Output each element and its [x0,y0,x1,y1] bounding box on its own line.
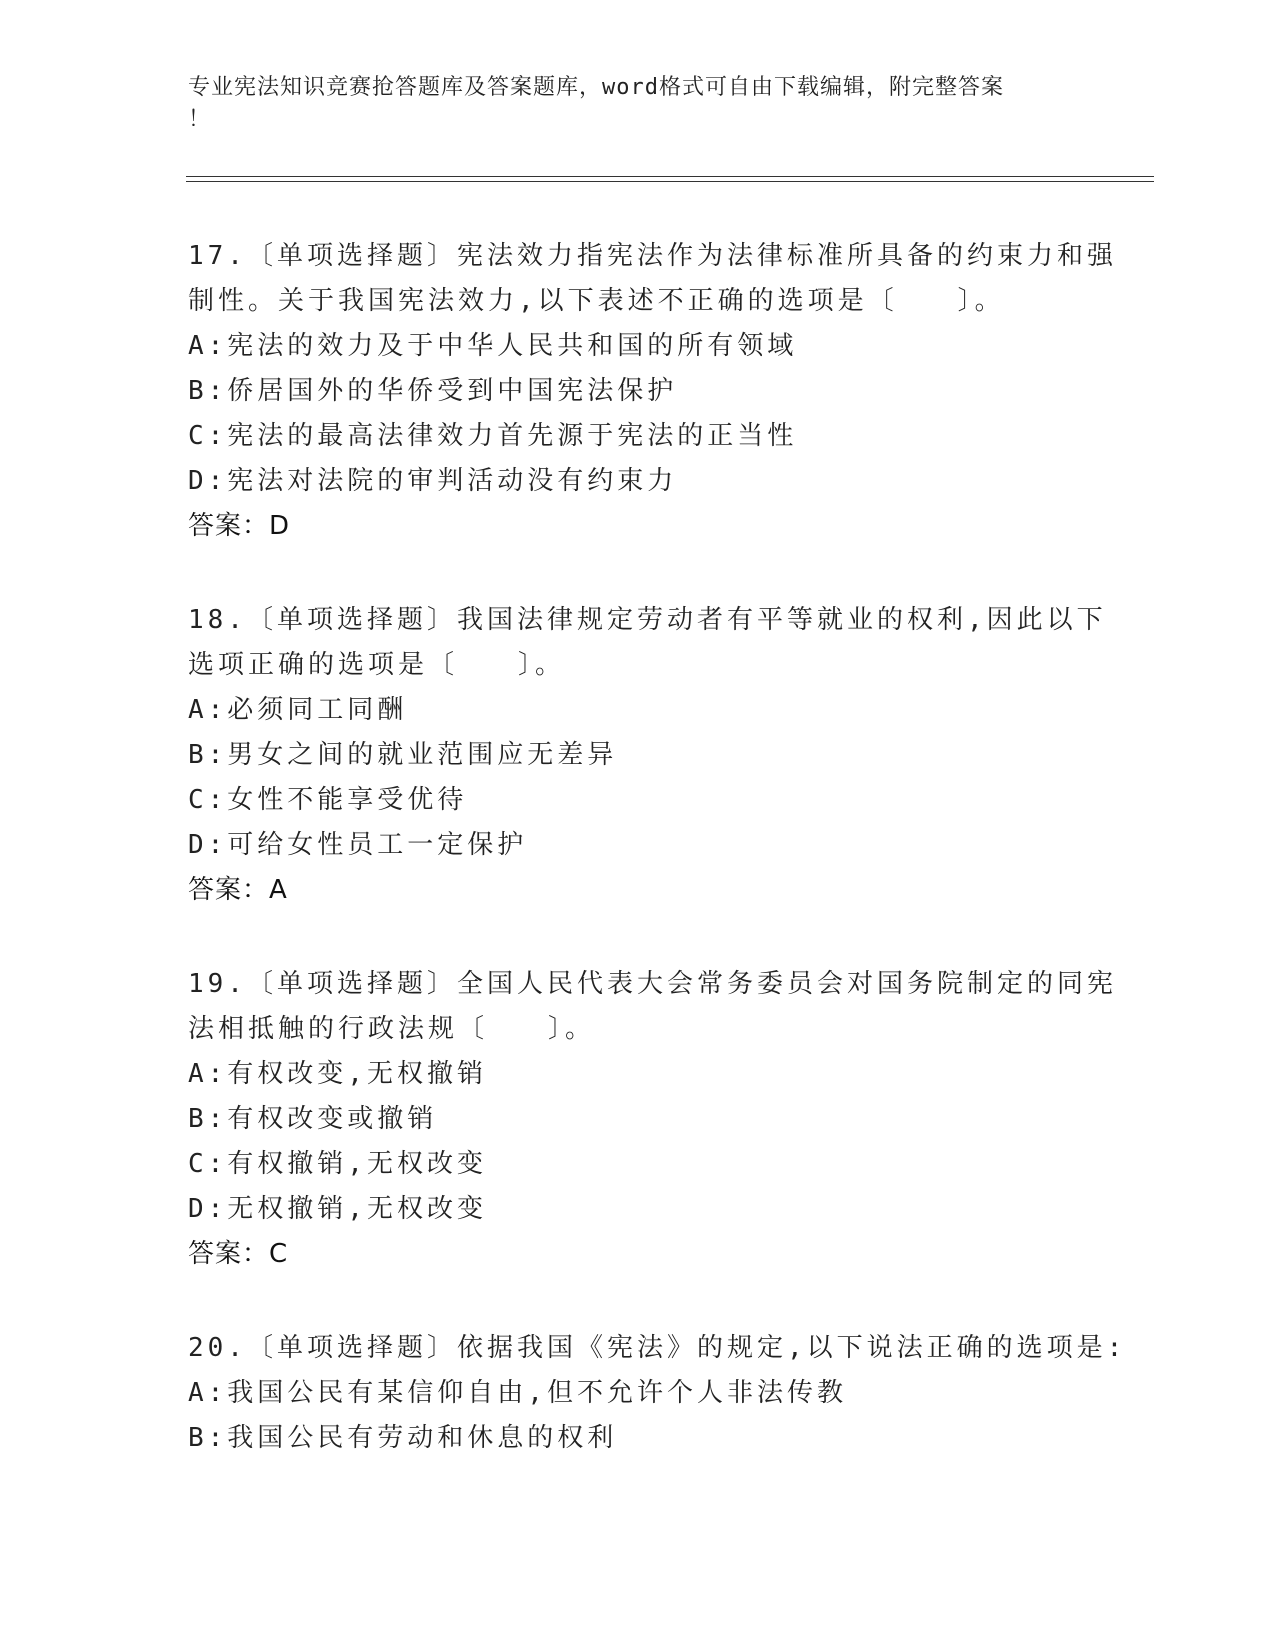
option-c: C:宪法的最高法律效力首先源于宪法的正当性 [188,421,798,451]
option-b: B:侨居国外的华侨受到中国宪法保护 [188,376,678,406]
question-stem-continued: 制性。关于我国宪法效力,以下表述不正确的选项是〔 〕。 [188,286,1005,316]
question-stem-continued: 法相抵触的行政法规〔 〕。 [188,1014,596,1044]
header-divider-top [186,176,1154,177]
option-a: A:宪法的效力及于中华人民共和国的所有领域 [188,331,798,361]
option-b: B:男女之间的就业范围应无差异 [188,740,618,770]
option-a: A:必须同工同酬 [188,695,408,725]
question-stem: 17.〔单项选择题〕宪法效力指宪法作为法律标准所具备的约束力和强 [188,241,1117,271]
option-c: C:有权撤销,无权改变 [188,1149,487,1179]
option-b: B:我国公民有劳动和休息的权利 [188,1423,618,1453]
document-header [188,72,1088,136]
header-title-continued: ！ [188,107,212,132]
option-b: B:有权改变或撤销 [188,1104,438,1134]
option-d: D:可给女性员工一定保护 [188,830,528,860]
header-title: 专业宪法知识竞赛抢答题库及答案题库，word格式可自由下载编辑，附完整答案 [188,75,1004,100]
option-a: A:我国公民有某信仰自由,但不允许个人非法传教 [188,1378,847,1408]
question-stem: 20.〔单项选择题〕依据我国《宪法》的规定,以下说法正确的选项是: [188,1333,1127,1363]
answer-line: 答案：C [188,1239,289,1269]
answer-line: 答案：D [188,511,291,541]
option-d: D:无权撤销,无权改变 [188,1194,487,1224]
question-stem-continued: 选项正确的选项是〔 〕。 [188,650,566,680]
question-stem: 18.〔单项选择题〕我国法律规定劳动者有平等就业的权利,因此以下 [188,605,1107,635]
header-divider-bottom [186,181,1154,182]
option-c: C:女性不能享受优待 [188,785,468,815]
question-18 [188,598,1107,913]
question-20 [188,1326,1127,1461]
question-17 [188,234,1117,549]
option-d: D:宪法对法院的审判活动没有约束力 [188,466,678,496]
option-a: A:有权改变,无权撤销 [188,1059,487,1089]
question-19 [188,962,1117,1277]
answer-line: 答案：A [188,875,288,905]
question-stem: 19.〔单项选择题〕全国人民代表大会常务委员会对国务院制定的同宪 [188,969,1117,999]
